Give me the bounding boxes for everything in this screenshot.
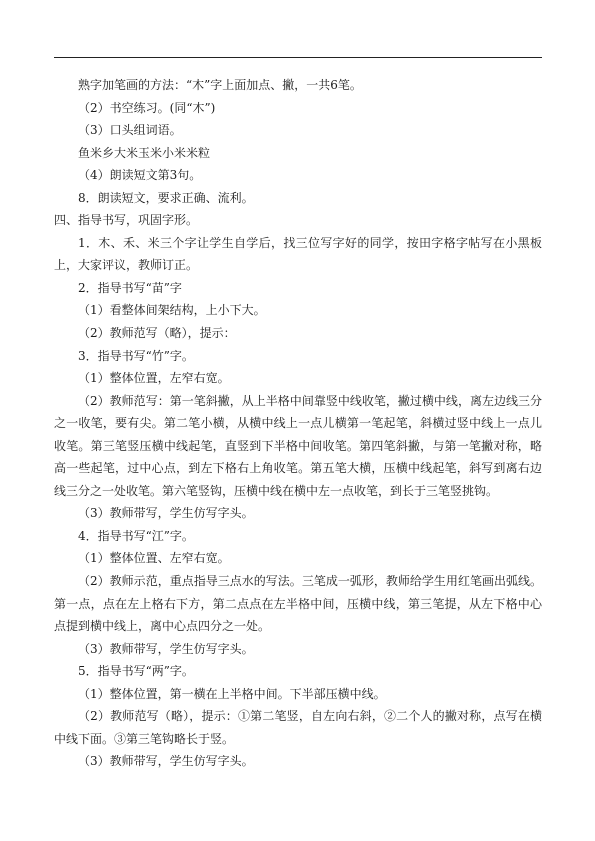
paragraph: 1．木、禾、米三个字让学生自学后，找三位写字好的同学，按田字格字帖写在小黑板上，大家评议，教师订正。	[54, 235, 542, 273]
paragraph: 8．朗读短文，要求正确、流利。	[78, 190, 254, 205]
paragraph: （1）整体位置、左窄右宽。	[78, 551, 230, 566]
paragraph: 熟字加笔画的方法：“木”字上面加点、撇，一共6笔。	[78, 78, 362, 92]
paragraph: （3）教师带写，学生仿写字头。	[78, 506, 254, 521]
paragraph: （1）整体位置，第一横在上半格中间。下半部压横中线。	[78, 686, 386, 701]
paragraph: 5．指导书写“两”字。	[78, 664, 194, 679]
paragraph: （3）教师带写，学生仿写字头。	[78, 641, 254, 656]
paragraph: （1）看整体间架结构，上小下大。	[78, 303, 266, 318]
paragraph: （3）教师带写，学生仿写字头。	[78, 754, 254, 769]
paragraph: （3）口头组词语。	[78, 123, 182, 138]
paragraph: （2）书空练习。(同“木”)	[78, 100, 216, 115]
document-body	[54, 74, 542, 773]
section-heading: 四、指导书写，巩固字形。	[54, 213, 199, 228]
paragraph: （2）教师示范，重点指导三点水的写法。三笔成一弧形，教师给学生用红笔画出弧线。第一点，点在左上格右下方，第二点点在左半格中间，压横中线，第三笔提，从左下格中心点提到横中线上，离中心点四分之一处。	[54, 574, 542, 634]
paragraph: （2）教师范写：第一笔斜撇，从上半格中间靠竖中线收笔，撇过横中线，离左边线三分之一收笔，要有尖。第二笔小横，从横中线上一点儿横第一笔起笔，斜横过竖中线上一点儿收笔。第三笔竖压横中线起笔，直竖到下半格中间收笔。第四笔斜撇，与第一笔撇对称，略高一些起笔，过中心点，到左下格右上角收笔。第五笔大横，压横中线起笔，斜写到离右边线三分之一处收笔。第六笔竖钩，压横中线在横中左一点收笔，到长于三笔竖挑钩。	[54, 393, 542, 498]
header-rule	[54, 57, 542, 58]
paragraph: 3．指导书写“竹”字。	[78, 348, 194, 363]
paragraph: （1）整体位置，左窄右宽。	[78, 371, 230, 386]
paragraph: （2）教师范写（略），提示：	[78, 326, 236, 341]
paragraph: 鱼米乡大米玉米小米米粒	[78, 145, 211, 160]
paragraph: 2．指导书写“苗”字	[78, 280, 182, 295]
paragraph: （4）朗读短文第3句。	[78, 168, 202, 183]
paragraph: 4．指导书写“江”字。	[78, 528, 194, 543]
paragraph: （2）教师范写（略），提示：①第二笔竖，自左向右斜，②二个人的撇对称，点写在横中线下面。③第三笔钩略长于竖。	[54, 709, 542, 746]
